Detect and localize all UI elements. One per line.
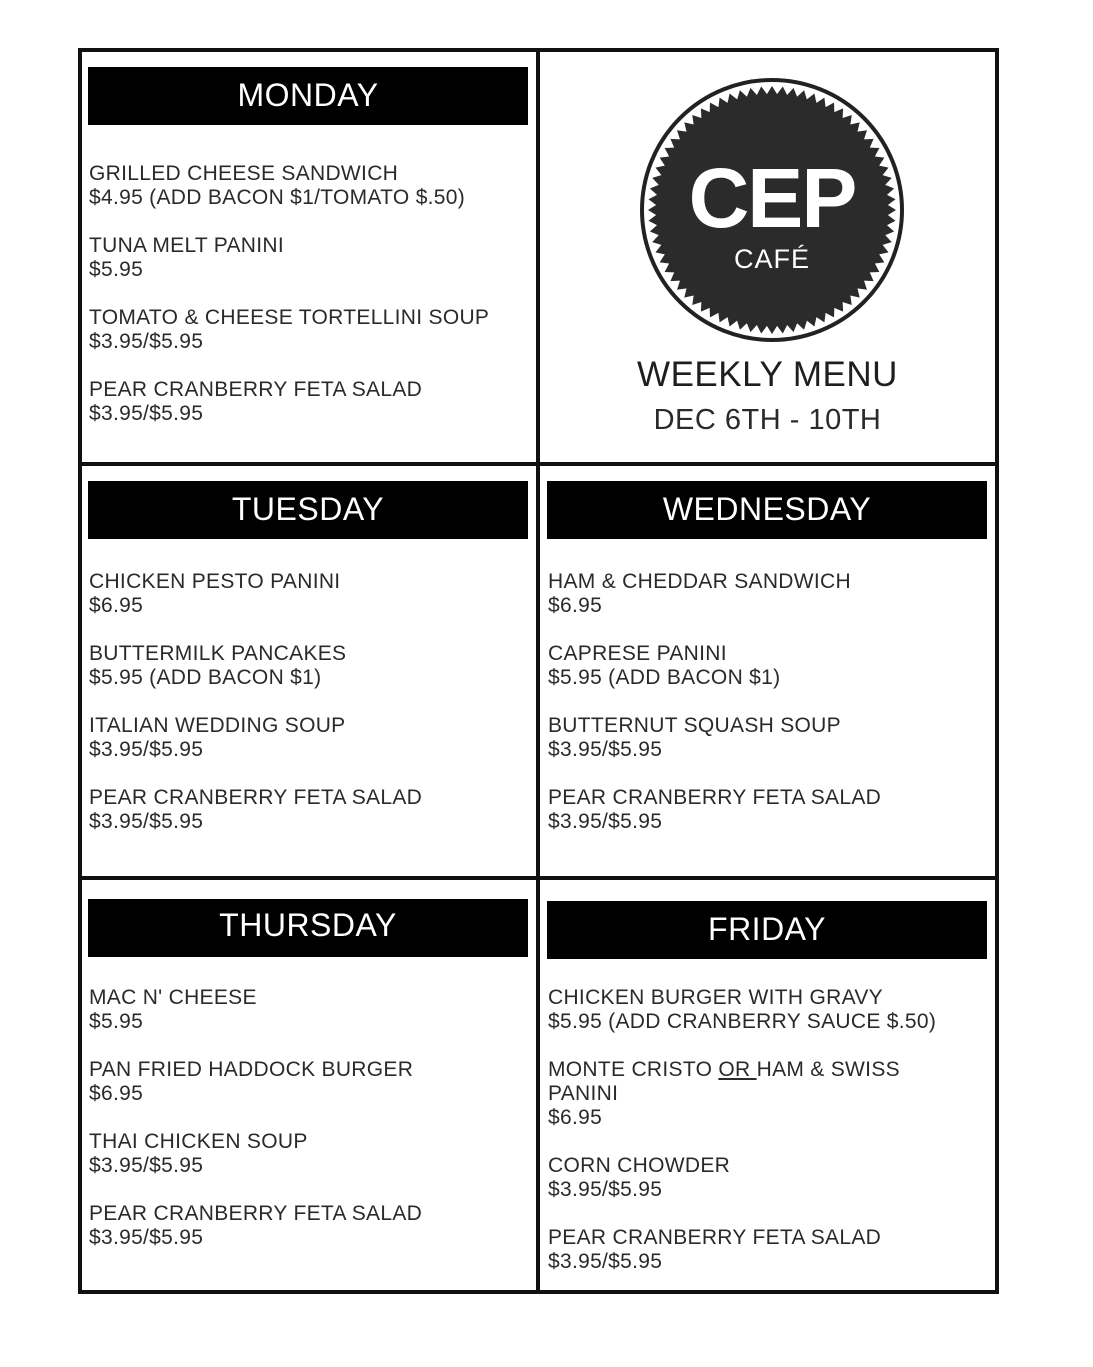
item-price: $6.95: [548, 594, 603, 617]
list-item: [548, 986, 936, 1034]
item-name: BUTTERNUT SQUASH SOUP: [548, 714, 841, 737]
item-price: $3.95/$5.95: [548, 810, 663, 833]
item-name-part1: MONTE CRISTO: [548, 1058, 719, 1081]
item-price: $5.95 (ADD BACON $1): [89, 666, 322, 689]
list-item: [89, 714, 422, 762]
item-price: $5.95: [89, 258, 144, 281]
wednesday-header: [547, 481, 987, 539]
list-item: [89, 642, 422, 690]
item-price: $6.95: [89, 1082, 144, 1105]
list-item: [548, 1226, 936, 1274]
item-name: CORN CHOWDER: [548, 1154, 731, 1177]
item-name: ITALIAN WEDDING SOUP: [89, 714, 346, 737]
list-item: [89, 786, 422, 834]
item-name-or: OR: [718, 1058, 757, 1081]
item-name-line2: PANINI: [548, 1082, 619, 1105]
wednesday-items: [548, 570, 881, 834]
friday-items: [548, 986, 936, 1274]
grid-vertical-divider: [536, 48, 540, 1294]
list-item: [548, 1154, 936, 1202]
cep-cafe-logo: [640, 78, 904, 342]
item-price: $4.95 (ADD BACON $1/TOMATO $.50): [89, 186, 466, 209]
item-price: $3.95/$5.95: [548, 1178, 663, 1201]
thursday-items: [89, 986, 422, 1250]
item-name: PEAR CRANBERRY FETA SALAD: [548, 786, 882, 809]
item-price: $6.95: [89, 594, 144, 617]
list-item: [89, 986, 422, 1034]
item-price: $5.95: [89, 1010, 144, 1033]
item-price: $3.95/$5.95: [89, 738, 204, 761]
grid-horizontal-divider-1: [78, 462, 999, 466]
monday-items: [89, 162, 489, 426]
logo-main-text: CEP: [688, 151, 856, 245]
monday-header: [88, 67, 528, 125]
tuesday-items: [89, 570, 422, 834]
list-item: [89, 1130, 422, 1178]
item-name: GRILLED CHEESE SANDWICH: [89, 162, 399, 185]
item-name: TOMATO & CHEESE TORTELLINI SOUP: [89, 306, 490, 329]
list-item: [548, 642, 881, 690]
item-name: TUNA MELT PANINI: [89, 234, 284, 257]
list-item: [89, 306, 489, 354]
menu-dates: DEC 6TH - 10TH: [653, 404, 882, 436]
list-item: [548, 1058, 936, 1130]
list-item: [89, 1202, 422, 1250]
item-price: $3.95/$5.95: [89, 330, 204, 353]
item-price: $6.95: [548, 1106, 603, 1129]
wednesday-label: WEDNESDAY: [662, 491, 872, 527]
list-item: [89, 234, 489, 282]
list-item: [548, 570, 881, 618]
list-item: [548, 786, 881, 834]
item-price: $3.95/$5.95: [89, 1226, 204, 1249]
list-item: [548, 714, 881, 762]
item-name: THAI CHICKEN SOUP: [89, 1130, 308, 1153]
monday-label: MONDAY: [237, 77, 379, 113]
page-title: WEEKLY MENU: [637, 355, 898, 394]
item-name: PEAR CRANBERRY FETA SALAD: [89, 786, 423, 809]
list-item: [89, 378, 489, 426]
item-name: CHICKEN BURGER WITH GRAVY: [548, 986, 883, 1009]
thursday-label: THURSDAY: [219, 907, 397, 943]
item-name: PEAR CRANBERRY FETA SALAD: [89, 378, 423, 401]
thursday-header: [88, 899, 528, 957]
list-item: [89, 570, 422, 618]
logo-sub-text: CAFÉ: [733, 244, 810, 274]
item-name: [548, 1058, 936, 1082]
item-name: CAPRESE PANINI: [548, 642, 727, 665]
item-price: $3.95/$5.95: [89, 402, 204, 425]
item-name: BUTTERMILK PANCAKES: [89, 642, 347, 665]
item-price: $3.95/$5.95: [89, 810, 204, 833]
item-price: $3.95/$5.95: [548, 738, 663, 761]
grid-horizontal-divider-2: [78, 876, 999, 880]
item-price: $5.95 (ADD BACON $1): [548, 666, 781, 689]
tuesday-header: [88, 481, 528, 539]
item-price: $3.95/$5.95: [89, 1154, 204, 1177]
item-name-part2: HAM & SWISS: [756, 1058, 900, 1081]
list-item: [89, 1058, 422, 1106]
item-name: PAN FRIED HADDOCK BURGER: [89, 1058, 414, 1081]
list-item: [89, 162, 489, 210]
friday-header: [547, 901, 987, 959]
friday-label: FRIDAY: [708, 911, 826, 947]
item-name: HAM & CHEDDAR SANDWICH: [548, 570, 851, 593]
item-price: $5.95 (ADD CRANBERRY SAUCE $.50): [548, 1010, 937, 1033]
item-name: MAC N' CHEESE: [89, 986, 257, 1009]
item-name: CHICKEN PESTO PANINI: [89, 570, 341, 593]
item-price: $3.95/$5.95: [548, 1250, 663, 1273]
tuesday-label: TUESDAY: [231, 491, 385, 527]
item-name: PEAR CRANBERRY FETA SALAD: [89, 1202, 423, 1225]
item-name: PEAR CRANBERRY FETA SALAD: [548, 1226, 882, 1249]
